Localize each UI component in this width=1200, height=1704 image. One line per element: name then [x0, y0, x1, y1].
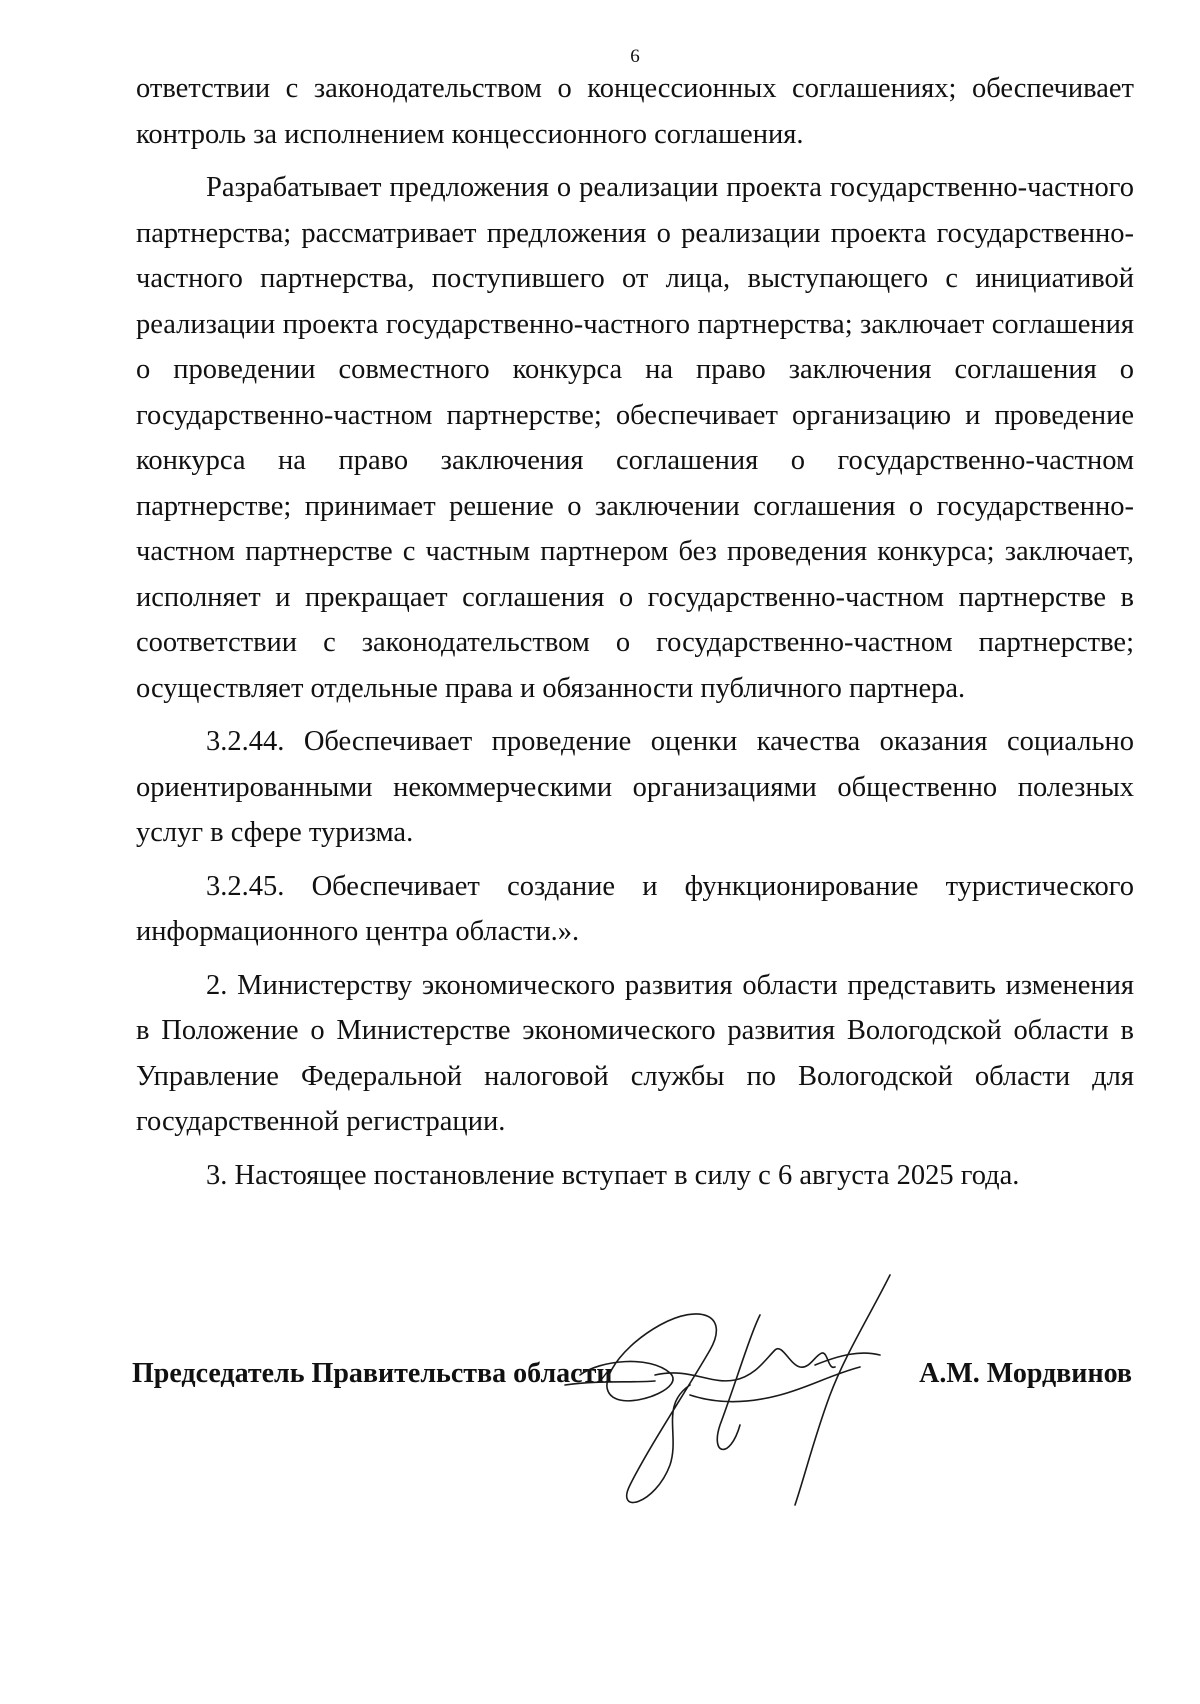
signatory-position: Председатель Правительства области — [132, 1358, 613, 1389]
paragraph-item-3: 3. Настоящее постановление вступает в силу с 6 августа 2025 года. — [206, 1159, 1020, 1191]
paragraph-item-2: 2. Министерству экономического развития области представить изменения в Положение о Министерстве экономического развития Вологодской области в Управление Федеральной налоговой службы по Вологодской области для государственной регистрации. — [136, 969, 1134, 1137]
paragraph-concession-continuation: ответствии с законодательством о концессионных соглашениях; обеспечивает контроль за исполнением концессионного соглашения. — [136, 73, 1134, 150]
document-body — [136, 66, 1134, 1198]
paragraph-3-2-45: 3.2.45. Обеспечивает создание и функционирование туристического информационного центра области.». — [136, 870, 1134, 947]
signature-block — [132, 1358, 1132, 1418]
paragraph-3-2-44: 3.2.44. Обеспечивает проведение оценки качества оказания социально ориентированными некоммерческими организациями общественно полезных услуг в сфере туризма. — [136, 726, 1134, 848]
paragraph-ppp: Разрабатывает предложения о реализации проекта государственно-частного партнерства; рассматривает предложения о реализации проекта государственно-частного партнерства, поступившего от лица, выступающего с инициативой реализации проекта государственно-частного партнерства; заключает соглашения о проведении совместного конкурса на право заключения соглашения о государственно-частном партнерстве; обеспечивает организацию и проведение конкурса на право заключения соглашения о государственно-частном партнерстве; принимает решение о заключении соглашения о государственно-частном партнерстве с частным партнером без проведения конкурса; заключает, исполняет и прекращает соглашения о государственно-частном партнерстве в соответствии с законодательством о государственно-частном партнерстве; осуществляет отдельные права и обязанности публичного партнера. — [136, 172, 1134, 704]
signatory-name: А.М. Мордвинов — [919, 1358, 1132, 1389]
page-number: 6 — [630, 46, 640, 67]
